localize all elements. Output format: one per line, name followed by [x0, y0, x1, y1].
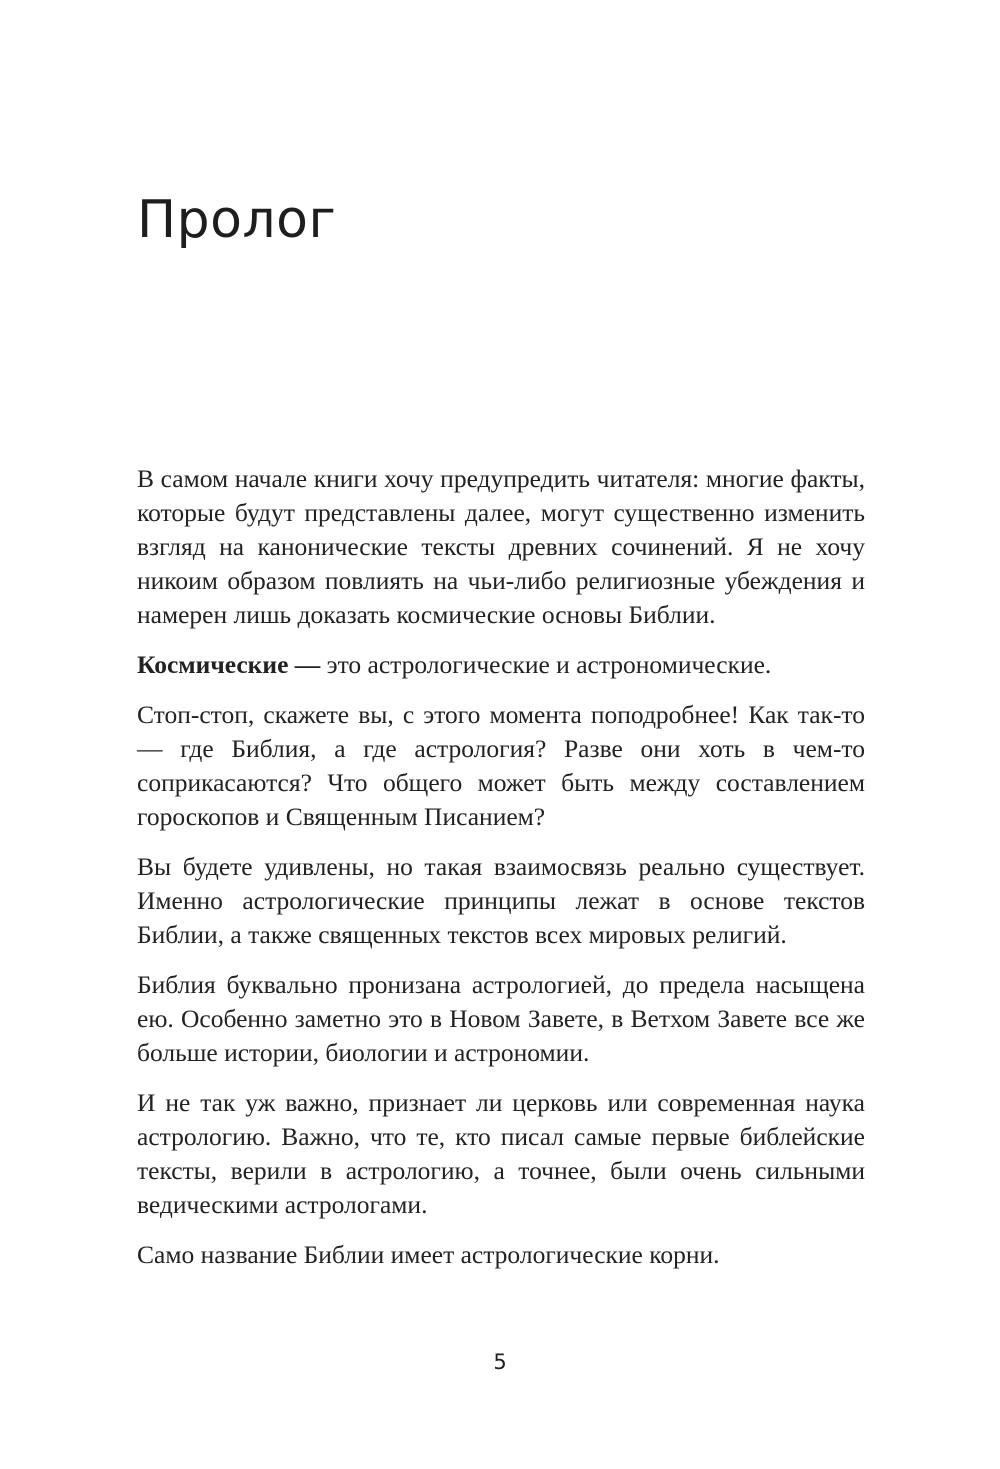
- paragraph-definition: [137, 648, 865, 682]
- paragraph-name-roots: Само название Библии имеет астрологические корни.: [137, 1240, 720, 1269]
- paragraph-authors: И не так уж важно, признает ли церковь или современная наука астрологию. Важно, что те, кто писал самые первые библейские тексты, верили в астрологию, а точнее, были очень сильными ведическими астрологами.: [137, 1088, 865, 1219]
- page-number: 5: [493, 1350, 507, 1374]
- chapter-title: Пролог: [137, 190, 337, 250]
- paragraph-question: Стоп-стоп, скажете вы, с этого момента поподробнее! Как так-то — где Библия, а где астрология? Разве они хоть в чем-то соприкасаются? Что общего может быть между составлением гороскопов и Священным Писанием?: [137, 700, 865, 831]
- defined-term: Космические —: [137, 650, 321, 679]
- paragraph-bible-astrology: Библия буквально пронизана астрологией, до предела насыщена ею. Особенно заметно это в Новом Завете, в Ветхом Завете все же больше истории, биологии и астрономии.: [137, 970, 865, 1067]
- term-definition: это астрологические и астрономические.: [320, 650, 772, 679]
- paragraph-intro: В самом начале книги хочу предупредить читателя: многие факты, которые будут представлены далее, могут существенно изменить взгляд на канонические тексты древних сочинений. Я не хочу никоим образом повлиять на чьи-либо религиозные убеждения и намерен лишь доказать космические основы Библии.: [137, 464, 865, 629]
- body-text: [137, 462, 865, 1288]
- paragraph-connection: Вы будете удивлены, но такая взаимосвязь реально существует. Именно астрологические принципы лежат в основе текстов Библии, а также священных текстов всех мировых религий.: [137, 852, 865, 949]
